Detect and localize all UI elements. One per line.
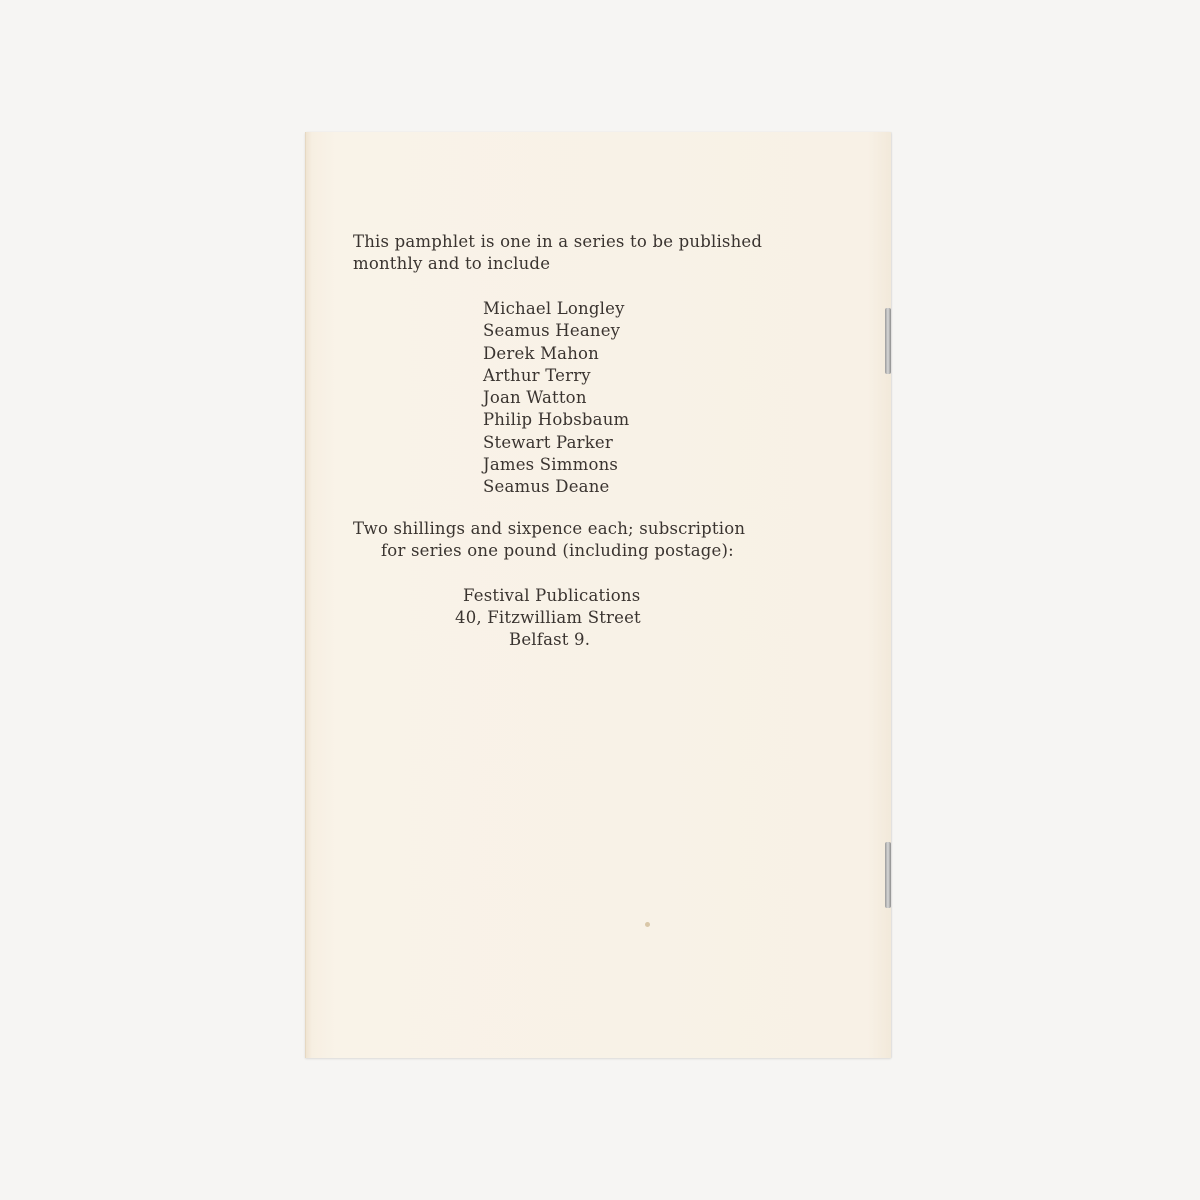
publisher-address [455,585,641,651]
author-name: Michael Longley [483,299,625,318]
author-name: James Simmons [483,455,619,475]
author-name: Joan Watton [483,388,587,408]
author-name: Philip Hobsbaum [483,410,630,430]
author-name: Seamus Heaney [483,321,621,341]
staple-top [885,308,891,374]
author-name: Stewart Parker [483,432,613,452]
author-name: Derek Mahon [483,343,600,363]
author-list [483,298,629,499]
paper-speck [645,922,650,927]
author-name: Seamus Deane [483,477,610,497]
city: Belfast 9. [509,630,591,649]
intro-line: This pamphlet is one in a series to be published [353,232,763,251]
price-line: Two shillings and sixpence each; subscription [353,519,746,538]
street-address: 40, Fitzwilliam Street [455,608,641,627]
price-line: for series one pound (including postage): [381,541,734,560]
intro-line: monthly and to include [353,254,551,273]
intro-text [353,231,762,275]
price-text [353,518,745,562]
publisher-name: Festival Publications [463,586,641,605]
author-name: Arthur Terry [483,365,591,385]
staple-bottom [885,842,891,908]
